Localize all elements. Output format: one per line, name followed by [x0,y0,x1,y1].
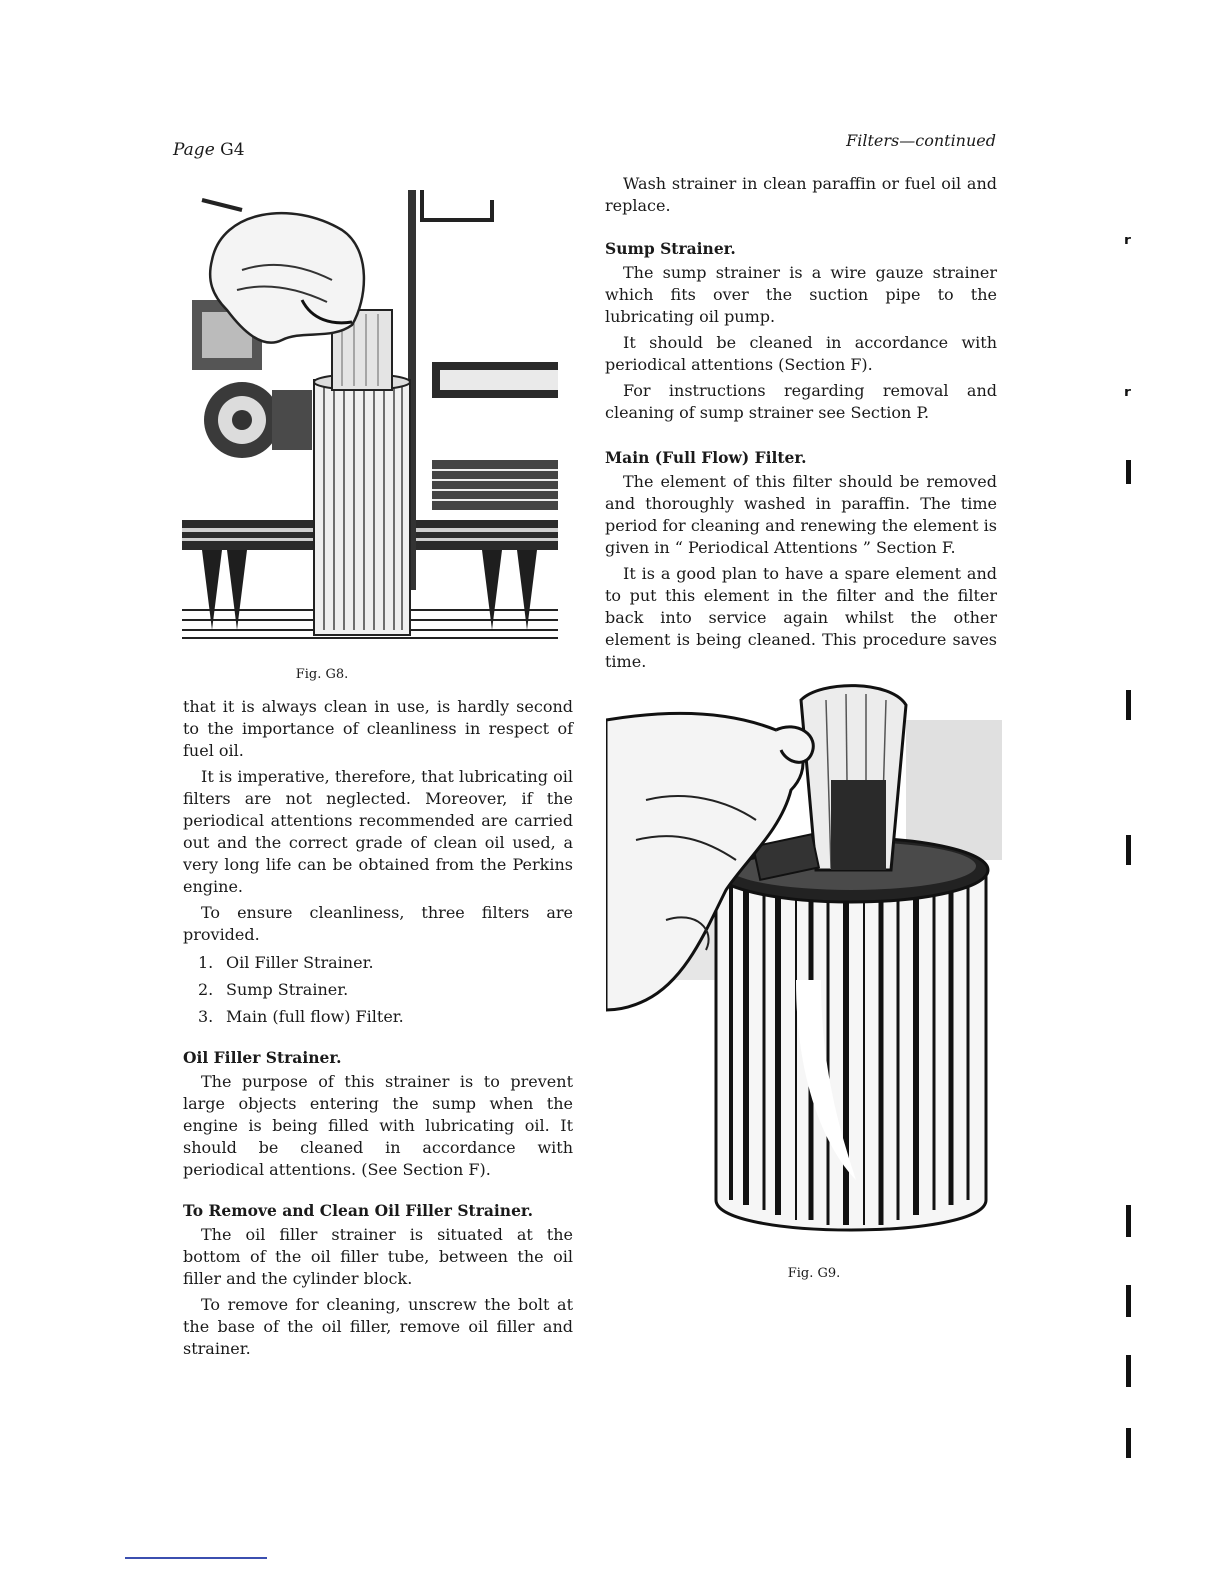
list-item: 1. Oil Filler Strainer. [198,953,374,972]
figure-g8-illustration [182,190,558,645]
binding-mark [1126,1355,1131,1387]
paragraph: To remove for cleaning, unscrew the bolt at the base of the oil filler, remove oil filler and strainer. [183,1295,573,1358]
section-heading: Oil Filler Strainer. [183,1048,342,1067]
section-heading: Sump Strainer. [605,239,736,258]
paragraph: To ensure cleanliness, three filters are provided. [183,903,573,944]
paragraph: It is a good plan to have a spare element and to put this element in the filter and the filter back into service again whilst the other element is being cleaned. This procedure saves time. [605,564,997,671]
binding-mark: ʳ [1124,384,1131,409]
paragraph: The element of this filter should be removed and thoroughly washed in paraffin. The time period for cleaning and renewing the element is given in “ Periodical Attentions ” Section F. [605,472,997,557]
paragraph: It is imperative, therefore, that lubricating oil filters are not neglected. Moreover, if the periodical attentions recommended are carried out and the correct grade of clean oil used, a very long life can be obtained from the Perkins engine. [183,767,573,896]
page-number: Page G4 [173,140,245,160]
binding-mark [1126,1285,1131,1317]
figure-g9-illustration [606,680,1002,1255]
binding-mark: ʳ [1124,232,1131,257]
binding-mark [1126,1205,1131,1237]
footer-rule [125,1557,267,1559]
running-title: Filters—continued [846,131,996,150]
binding-mark [1126,835,1131,865]
fig-g9-caption: Fig. G9. [787,1266,841,1281]
paragraph: The purpose of this strainer is to prevent large objects entering the sump when the engine is being filled with lubricating oil. It should be cleaned in accordance with periodical attentions. (See Section F). [183,1072,573,1179]
list-item: 3. Main (full flow) Filter. [198,1007,404,1026]
filter-list [183,952,573,1028]
paragraph: that it is always clean in use, is hardly second to the importance of cleanliness in respect of fuel oil. [183,697,573,760]
section-heading: Main (Full Flow) Filter. [605,448,807,467]
paragraph: For instructions regarding removal and cleaning of sump strainer see Section P. [605,381,997,422]
list-item: 2. Sump Strainer. [198,980,349,999]
section-heading: To Remove and Clean Oil Filler Strainer. [183,1201,534,1220]
paragraph: Wash strainer in clean paraffin or fuel oil and replace. [605,174,997,215]
left-column [183,696,573,1360]
binding-mark [1126,460,1131,484]
fig-g8-caption: Fig. G8. [295,667,349,682]
binding-mark [1126,1428,1131,1458]
paragraph: The sump strainer is a wire gauze strainer which fits over the suction pipe to the lubricating oil pump. [605,263,997,326]
binding-mark [1126,690,1131,720]
paragraph: It should be cleaned in accordance with periodical attentions (Section F). [605,333,997,374]
right-column [605,173,997,673]
paragraph: The oil filler strainer is situated at the bottom of the oil filler tube, between the oil filler and the cylinder block. [183,1225,573,1288]
